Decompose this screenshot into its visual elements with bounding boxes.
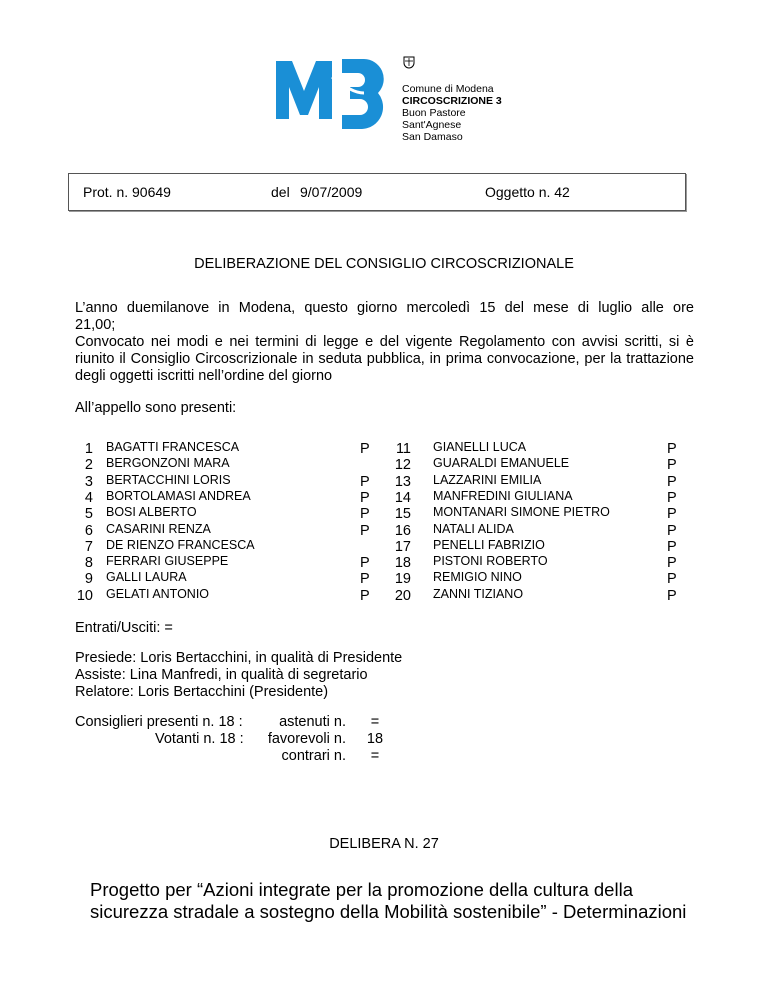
entrati-usciti: Entrati/Usciti: = [75, 620, 173, 636]
member-presence: P [667, 587, 677, 604]
protocol-box [68, 173, 686, 211]
member-number: 3 [84, 473, 93, 490]
relatore-line: Relatore: Loris Bertacchini (Presidente) [75, 684, 329, 700]
member-name: DE RIENZO FRANCESCA [106, 537, 255, 552]
member-name: BERGONZONI MARA [106, 456, 230, 471]
member-presence: P [667, 555, 677, 572]
roles-block [75, 650, 402, 701]
member-presence: P [360, 489, 370, 506]
protocol-oggetto: Oggetto n. 42 [485, 184, 570, 200]
member-presence: P [360, 522, 370, 539]
member-number: 7 [84, 538, 93, 555]
logo-line-santagnese: Sant'Agnese [402, 119, 462, 131]
member-name: PISTONI ROBERTO [433, 554, 548, 569]
astenuti-value: = [370, 714, 380, 730]
member-number: 9 [84, 571, 93, 588]
logo-caption [402, 83, 502, 143]
member-number: 14 [394, 489, 411, 506]
member-name: GALLI LAURA [106, 570, 187, 585]
member-presence: P [667, 457, 677, 474]
delibera-number: DELIBERA N. 27 [329, 836, 439, 852]
intro-paragraph [75, 300, 694, 385]
logo-line-buon-pastore: Buon Pastore [402, 107, 466, 119]
member-number: 1 [84, 441, 93, 457]
member-name: BAGATTI FRANCESCA [106, 440, 240, 454]
protocol-date: 9/07/2009 [300, 184, 363, 200]
member-presence: P [667, 538, 677, 555]
member-name: CASARINI RENZA [106, 521, 211, 536]
member-number: 5 [84, 506, 93, 523]
appello-label: All’appello sono presenti: [75, 400, 237, 416]
favorevoli-value: 18 [366, 731, 384, 747]
member-presence: P [667, 522, 677, 539]
member-name: MONTANARI SIMONE PIETRO [433, 505, 610, 520]
member-number: 18 [394, 555, 411, 572]
member-presence: P [360, 441, 370, 457]
member-presence: P [360, 587, 370, 604]
favorevoli-label: favorevoli n. [267, 731, 346, 747]
member-name: MANFREDINI GIULIANA [433, 488, 573, 503]
member-name: GIANELLI LUCA [433, 440, 527, 454]
member-presence: P [667, 506, 677, 523]
member-number: 16 [394, 522, 411, 539]
member-presence: P [360, 506, 370, 523]
m3-logo [276, 57, 400, 129]
member-presence: P [667, 571, 677, 588]
member-name: LAZZARINI EMILIA [433, 472, 542, 487]
member-presence: P [360, 473, 370, 490]
votanti: Votanti n. 18 : [155, 731, 244, 747]
logo-line-san-damaso: San Damaso [402, 131, 463, 143]
member-number: 12 [394, 457, 411, 474]
member-presence: P [667, 473, 677, 490]
member-presence: P [667, 441, 677, 457]
astenuti-label: astenuti n. [279, 714, 346, 730]
member-number: 20 [394, 587, 411, 604]
member-number: 2 [84, 457, 93, 474]
document-title: DELIBERAZIONE DEL CONSIGLIO CIRCOSCRIZIONALE [194, 256, 574, 272]
member-presence: P [360, 555, 370, 572]
member-name: NATALI ALIDA [433, 521, 514, 536]
intro-line-3: Convocato nei modi e nei termini di legge e del vigente Regolamento con avvisi scritti, si è riunito il Consiglio Circoscrizionale in seduta pubblica, in prima convocazione, per la trattazione degli oggetti iscritti nell’ordine del giorno [75, 334, 694, 384]
member-name: REMIGIO NINO [433, 570, 522, 585]
member-name: GELATI ANTONIO [106, 586, 210, 601]
protocol-number: Prot. n. 90649 [83, 184, 171, 200]
member-number: 19 [394, 571, 411, 588]
oggetto-line-2: sicurezza stradale a sostegno della Mobilità sostenibile” - Determinazioni [90, 901, 687, 922]
consiglieri-presenti: Consiglieri presenti n. 18 : [75, 714, 243, 730]
protocol-del: del [271, 184, 290, 200]
member-name: FERRARI GIUSEPPE [106, 554, 229, 569]
member-number: 17 [394, 538, 411, 555]
coat-of-arms-icon [403, 55, 415, 69]
intro-line-1: L’anno duemilanove in Modena, questo giorno mercoledì 15 del mese di luglio alle ore [75, 300, 694, 316]
assiste-line: Assiste: Lina Manfredi, in qualità di segretario [75, 667, 368, 683]
member-name: ZANNI TIZIANO [433, 586, 524, 601]
member-name: GUARALDI EMANUELE [433, 456, 570, 471]
logo-line-comune: Comune di Modena [402, 83, 494, 95]
member-number: 4 [84, 489, 93, 506]
member-name: BOSI ALBERTO [106, 505, 197, 520]
member-presence: P [360, 571, 370, 588]
member-number: 8 [84, 555, 93, 572]
member-name: BORTOLAMASI ANDREA [106, 488, 251, 503]
contrari-value: = [370, 748, 380, 764]
contrari-label: contrari n. [281, 748, 346, 764]
member-name: PENELLI FABRIZIO [433, 537, 545, 552]
oggetto-description [90, 879, 730, 923]
presiede-line: Presiede: Loris Bertacchini, in qualità di Presidente [75, 650, 403, 666]
logo-line-circoscrizione: CIRCOSCRIZIONE 3 [402, 95, 502, 107]
member-number: 15 [394, 506, 411, 523]
member-number: 10 [76, 587, 93, 604]
oggetto-line-1: Progetto per “Azioni integrate per la promozione della cultura della [90, 879, 633, 900]
member-name: BERTACCHINI LORIS [106, 472, 231, 487]
member-number: 6 [84, 522, 93, 539]
member-number: 11 [395, 441, 411, 457]
member-presence: P [667, 489, 677, 506]
member-number: 13 [394, 473, 411, 490]
intro-line-2: 21,00; [75, 317, 116, 333]
